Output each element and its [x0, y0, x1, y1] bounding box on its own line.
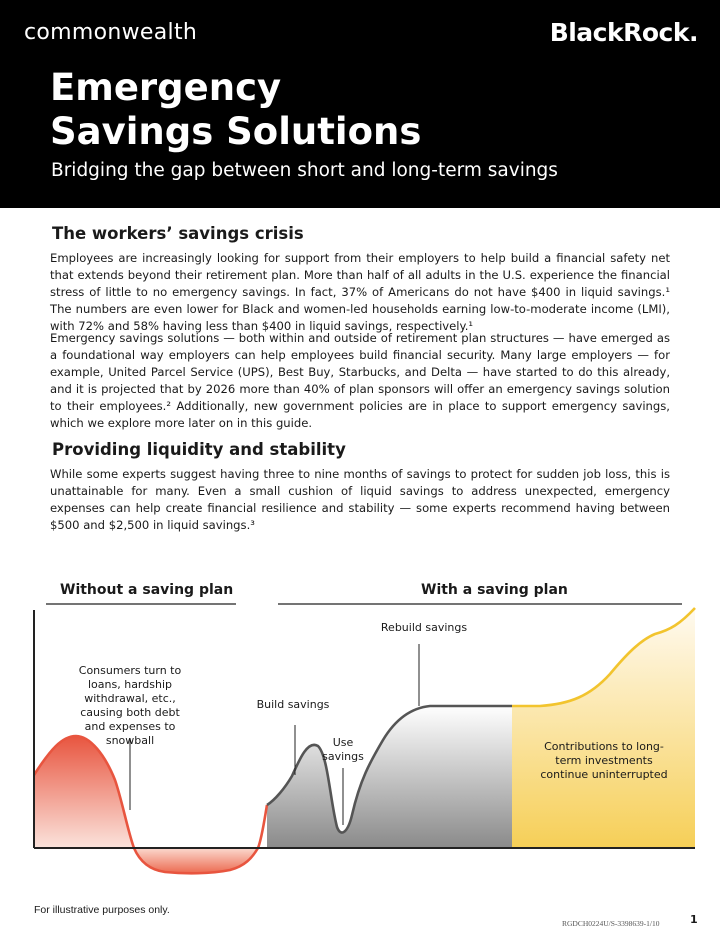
label-with-plan: With a saving plan: [421, 582, 568, 598]
heading-liquidity: Providing liquidity and stability: [52, 440, 346, 459]
document-subtitle: Bridging the gap between short and long-term savings: [51, 160, 558, 181]
heading-savings-crisis: The workers’ savings crisis: [52, 224, 304, 243]
paragraph-crisis-1: Employees are increasingly looking for support from their employers to help build a financial safety net that extends beyond their retirement plan. More than half of all adults in the U.S. experience the financial stress of little to no emergency savings. In fact, 37% of Americans do not have $400 in liquid savings.¹ The numbers are even lower for Black and women-led households earning low-to-moderate income (LMI), with 72% and 58% having less than $400 in liquid savings, respectively.¹: [50, 251, 670, 333]
savings-area: [267, 706, 512, 848]
blackrock-logo: BlackRock.: [549, 18, 698, 47]
label-without-plan: Without a saving plan: [60, 582, 234, 598]
commonwealth-logo: commonwealth: [24, 20, 198, 45]
investment-area: [512, 608, 695, 848]
annotation-contributions: Contributions to long- term investments continue uninterrupted: [540, 740, 668, 781]
annotation-use-savings: Use savings: [322, 736, 364, 763]
illustrative-note: For illustrative purposes only.: [34, 904, 170, 916]
paragraph-liquidity: While some experts suggest having three to nine months of savings to protect for sudden job loss, this is unattainable for many. Even a small cushion of liquid savings to address unexpected, emergency expenses can help create financial resilience and stability — some experts recommend having between $500 and $2,500 in liquid savings.³: [50, 467, 670, 532]
title-line-2: Savings Solutions: [50, 110, 422, 153]
document-title: [50, 66, 421, 154]
header-banner: [0, 0, 720, 208]
paragraph-crisis-2: Emergency savings solutions — both within and outside of retirement plan structures — have emerged as a foundational way employers can help employees build financial security. Many large employers — for example, United Parcel Service (UPS), Best Buy, Starbucks, and Delta — have started to do this already, and it is projected that by 2026 more than 40% of plan sponsors will offer an emergency savings solution to their employees.² Additionally, new government policies are in place to support emergency savings, which we explore more later on in this guide.: [50, 331, 670, 430]
savings-illustration: [0, 570, 720, 890]
annotation-consumers: Consumers turn to loans, hardship withdrawal, etc., causing both debt and expenses to snowball: [78, 664, 182, 747]
title-line-1: Emergency: [50, 66, 282, 109]
annotation-build-savings: Build savings: [256, 698, 330, 711]
annotation-rebuild-savings: Rebuild savings: [380, 621, 468, 634]
page-number: 1: [690, 913, 698, 926]
document-code: RGDCH0224U/S-3398639-1/10: [562, 919, 660, 928]
